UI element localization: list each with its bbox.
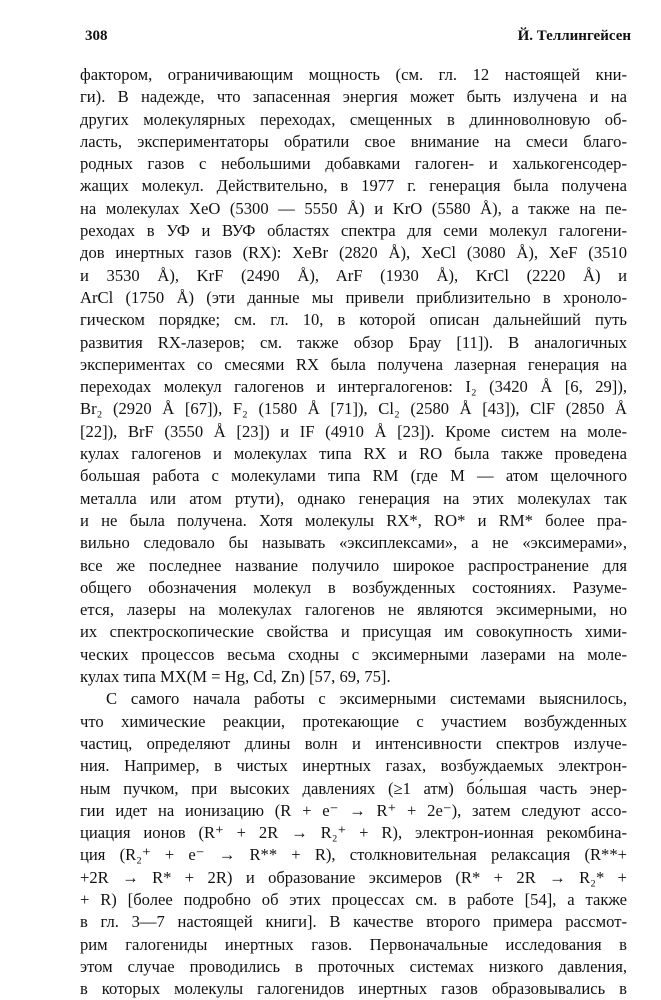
text-line: и 3530 Å), KrF (2490 Å), ArF (1930 Å), KrCl (2220 Å) и [80, 265, 627, 285]
text-line: вильно следовало бы называть «эксиплексами», а не «эксимерами», [80, 533, 627, 553]
text-line: ция (R₂⁺ + e⁻ → R** + R), столкновительная релаксация (R**+ [80, 845, 627, 865]
text-line: переходах молекул галогенов и интергалогенов: I₂ (3420 Å [6, 29]), [80, 377, 627, 397]
text-line: в гл. 3—7 настоящей книги]. В качестве второго примера рассмот- [80, 912, 627, 932]
text-line: рим галогениды инертных газов. Первоначальные исследования в [80, 934, 627, 954]
text-line: циация ионов (R⁺ + 2R → R₂⁺ + R), электрон-ионная рекомбина- [80, 823, 627, 843]
text-line: этом случае проводились в проточных системах низкого давления, [80, 956, 627, 976]
text-line: ческих процессов весьма сходны с эксимерными лазерами на моле- [80, 644, 627, 664]
page-number: 308 [85, 28, 108, 44]
text-line: ется, лазеры на молекулах галогенов не являются эксимерными, но [80, 600, 627, 620]
text-line: ния. Например, в чистых инертных газах, возбуждаемых электрон- [80, 756, 627, 776]
text-line: общего обозначения молекул в возбужденных состояниях. Разуме- [80, 577, 627, 597]
text-line: +2R → R* + 2R) и образование эксимеров (R* + 2R → R₂* + [80, 867, 627, 887]
running-head: Й. Теллингейсен [517, 28, 631, 44]
text-line: на молекулах XeO (5300 — 5550 Å) и KrO (5580 Å), а также на пе- [80, 198, 627, 218]
text-line: ным пучком, при высоких давлениях (≥1 атм) бо́льшая часть энер- [80, 778, 627, 798]
text-line: кулах типа MX(M = Hg, Cd, Zn) [57, 69, 75]. [80, 667, 391, 687]
paragraph [80, 688, 627, 1000]
text-line: реходах в УФ и ВУФ областях спектра для семи молекул галогени- [80, 221, 627, 241]
text-line: экспериментах со смесями RX была получена лазерная генерация на [80, 354, 627, 374]
text-line: родных газов с небольшими добавками галоген- и халькогенсодер- [80, 154, 627, 174]
text-line: развития RX-лазеров; см. также обзор Брау [11]). В аналогичных [80, 332, 627, 352]
text-line: Br₂ (2920 Å [67]), F₂ (1580 Å [71]), Cl₂ (2580 Å [43]), ClF (2850 Å [80, 399, 627, 419]
text-line: гии идет на ионизацию (R + e⁻ → R⁺ + 2e⁻), затем следуют ассо- [80, 800, 627, 820]
text-line: ArCl (1750 Å) (эти данные мы привели приблизительно в хроноло- [80, 287, 627, 307]
text-line: частиц, определяют длины волн и интенсивности спектров излуче- [80, 733, 627, 753]
text-line: жащих молекул. Действительно, в 1977 г. генерация была получена [80, 176, 627, 196]
page-body [80, 64, 627, 1000]
text-line: фактором, ограничивающим мощность (см. гл. 12 настоящей кни- [80, 65, 627, 84]
text-line: их спектроскопические свойства и присущая им совокупность хими- [80, 622, 627, 642]
text-line: других молекулярных переходах, смещенных в длинноволновую об- [80, 109, 627, 129]
paragraph [80, 64, 627, 688]
text-line: что химические реакции, протекающие с участием возбужденных [80, 711, 627, 731]
text-line: все же последнее название получило широкое распространение для [80, 555, 627, 575]
text-line: + R) [более подробно об этих процессах см. в работе [54], а также [80, 889, 627, 909]
text-line: [22]), BrF (3550 Å [23]) и IF (4910 Å [23]). Кроме систем на моле- [80, 421, 627, 441]
text-line: ласть, экспериментаторы обратили свое внимание на смеси благо- [80, 131, 627, 151]
text-line: металла или атом ртути), однако генерация на этих молекулах так [80, 488, 627, 508]
text-line: и не была получена. Хотя молекулы RX*, RO* и RM* более пра- [80, 510, 627, 530]
text-line: в которых молекулы галогенидов инертных газов образовывались в [80, 979, 627, 999]
text-line: ги). В надежде, что запасенная энергия может быть излучена и на [80, 87, 627, 107]
text-line: большая работа с молекулами типа RM (где M — атом щелочного [80, 466, 627, 486]
text-line: С самого начала работы с эксимерными системами выяснилось, [106, 689, 627, 709]
text-line: гическом порядке; см. гл. 10, в которой описан дальнейший путь [80, 310, 627, 330]
text-line: кулах галогенов и молекулах типа RX и RO была также проведена [80, 444, 627, 464]
text-line: дов инертных газов (RX): XeBr (2820 Å), XeCl (3080 Å), XeF (3510 [80, 243, 627, 263]
